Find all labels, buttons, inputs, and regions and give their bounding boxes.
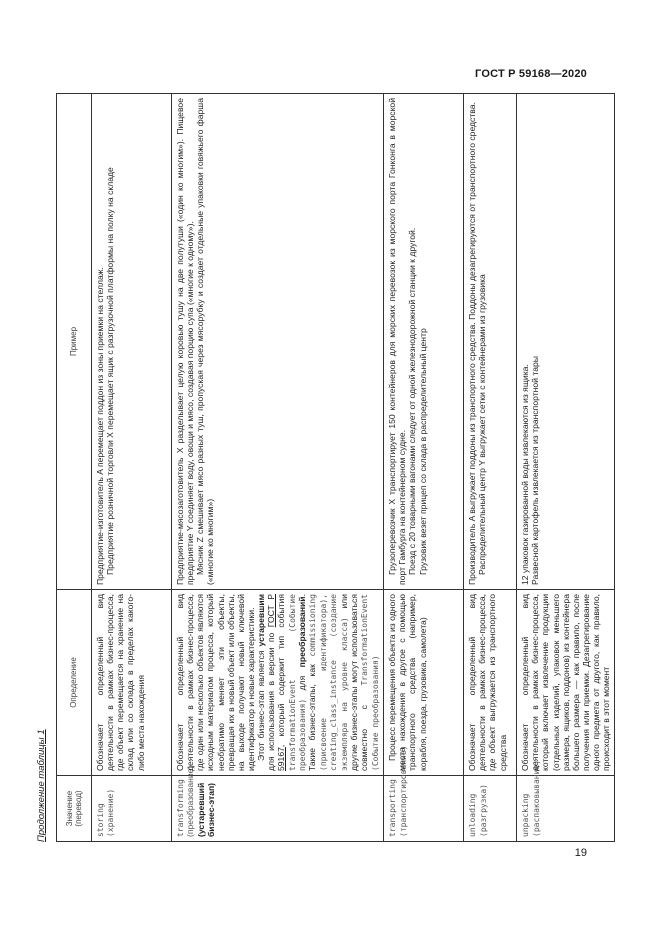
example-line: Распределительный центр Y выгружает сетки с контейнерами из грузовика (477, 274, 488, 575)
term-code: unloading (468, 793, 478, 837)
example-line: Мясник Z смешивает мясо разных туш, пропуская через мясорубку и создает отдельные упаковки говяжьего фарша («многие ко многим») (195, 98, 216, 585)
table-header-row (57, 94, 92, 842)
def-part: или другие бизнес-этапы могут использоваться совместно с (338, 594, 370, 771)
example-line: Предприятие-изготовитель A перемещает поддон из зоны приемки на стеллаж. (95, 267, 105, 585)
def-part-deprecated: устаревшим (256, 594, 267, 647)
terms-table (56, 93, 615, 842)
example-line: Предприятие розничной торговли X перемещает ящик с разгрузочной платформы на полку на складе (105, 167, 116, 575)
rotated-table-container (56, 94, 612, 842)
example-line: Производитель A выгружает поддоны из транспортного средства. Поддоны дезагрегируются от транспортного средства. (467, 102, 478, 585)
term-translation: (распаковывание) (531, 759, 541, 837)
term-cell (172, 765, 384, 842)
definition-text: Обозначает определенный вид деятельности в рамках бизнес-процесса, который включает извлечение продукции (отдельных изделий, упаковок меньшего размера, ящиков, поддонов) из контейнера большего размера — как правило, после получения или приемки. Дезагрегирование одного предмета от другого, как правило, происходит в этот момент (520, 594, 612, 771)
definition-cell (384, 590, 464, 776)
term-code: storing (96, 803, 105, 837)
definition-text: Обозначает определенный вид деятельности в рамках бизнес-процесса, где объект перемещается на хранение на склад или со склада в пределах какого-либо места нахождения (95, 594, 146, 771)
def-part-transformations: преобразований (296, 596, 307, 668)
example-cell (384, 94, 464, 590)
term-translation: (преобразование) (185, 765, 196, 837)
term-code: unpacking (521, 793, 531, 837)
def-part-code: transformationEvent (Событие преобразования) (287, 594, 307, 771)
definition-text: Процесс перемещения объекта из одного места нахождения в другое с помощью транспортного средства (например, корабля, поезда, грузовика, самолета) (387, 594, 428, 771)
def-part: для использования в версии по (266, 627, 277, 771)
term-cell (517, 759, 615, 842)
term-translation: (хранение) (106, 788, 116, 837)
term-code: transporting (388, 779, 398, 837)
def-part: , который содержит тип события (276, 594, 287, 748)
definition-text: Обозначает определенный вид деятельности в рамках бизнес-процесса, где один или несколько объектов являются исходным материалом процесса, который необратимо меняет эти объекты, превращая их в новый объект или объекты, на выходе получают новый ключевой идентификатор и новые характеристики. (175, 594, 256, 771)
def-part-code: TransformationEvent (Событие преобразования) (360, 594, 380, 771)
table-row (384, 94, 464, 842)
table-row (92, 94, 172, 842)
example-cell (464, 94, 517, 590)
term-translation: (разгрузка) (478, 784, 488, 837)
term-cell (464, 776, 517, 842)
example-cell (92, 94, 172, 590)
term-code: transforming (176, 779, 185, 837)
term-cell (92, 776, 172, 842)
example-line: Развесной картофель извлекается из транспортной тары (530, 356, 541, 585)
def-part: . Такие бизнес-этапы, как (296, 594, 318, 771)
example-line: 12 упаковок газированной воды извлекаются из ящика. (520, 364, 531, 585)
gost-reference-link[interactable]: ГОСТ Р 59167 (266, 594, 287, 771)
example-line: Грузоперевозчик X транспортирует 150 контейнеров для морских перевозок из морского порта Гонконга в морской порт Гамбурга на контейнерном судне. (387, 98, 408, 585)
def-part-code: commissioning (присвоение идентификатора), creating_class_instance (создание экземпляра на уровне класса) (308, 594, 349, 771)
example-line: Грузовик везет прицеп со склада в распределительный центр (417, 328, 428, 575)
def-part: для (296, 667, 307, 699)
header-value: Значение (перевод) (57, 776, 92, 842)
page-number: 19 (574, 847, 587, 859)
definition-text: Обозначает определенный вид деятельности в рамках бизнес-процесса, где объект выгружается из транспортного средства (467, 594, 508, 771)
example-cell (517, 94, 615, 590)
definition-text (256, 594, 380, 771)
definition-cell (464, 590, 517, 776)
example-line: Предприятие-мясозаготовитель X разделывает целую коровью тушу на две полутуши («один ко многим»). Пищевое предприятие Y соединяет воду, овощи и мясо, создавая порцию супа («многие к одному»). (175, 98, 196, 585)
term-translation: (транспортирование) (398, 745, 408, 837)
table-row (172, 94, 384, 842)
example-cell (172, 94, 384, 590)
term-deprecated-note: (устаревший бизнес-этап) (195, 782, 216, 837)
definition-cell (172, 590, 384, 776)
header-definition: Определение (57, 590, 92, 776)
definition-cell (92, 590, 172, 776)
example-line: Поезд с 20 товарными вагонами следует от одной железнодорожной станции к другой. (407, 227, 418, 575)
table-row (464, 94, 517, 842)
table-caption: Продолжение таблицы 1 (36, 729, 47, 842)
header-example: Пример (57, 94, 92, 590)
table-row (517, 94, 615, 842)
term-cell (384, 745, 464, 842)
def-part: Этот бизнес-этап является (256, 646, 267, 761)
definition-cell (517, 590, 615, 776)
document-standard-number: ГОСТ Р 59168—2020 (475, 68, 587, 80)
